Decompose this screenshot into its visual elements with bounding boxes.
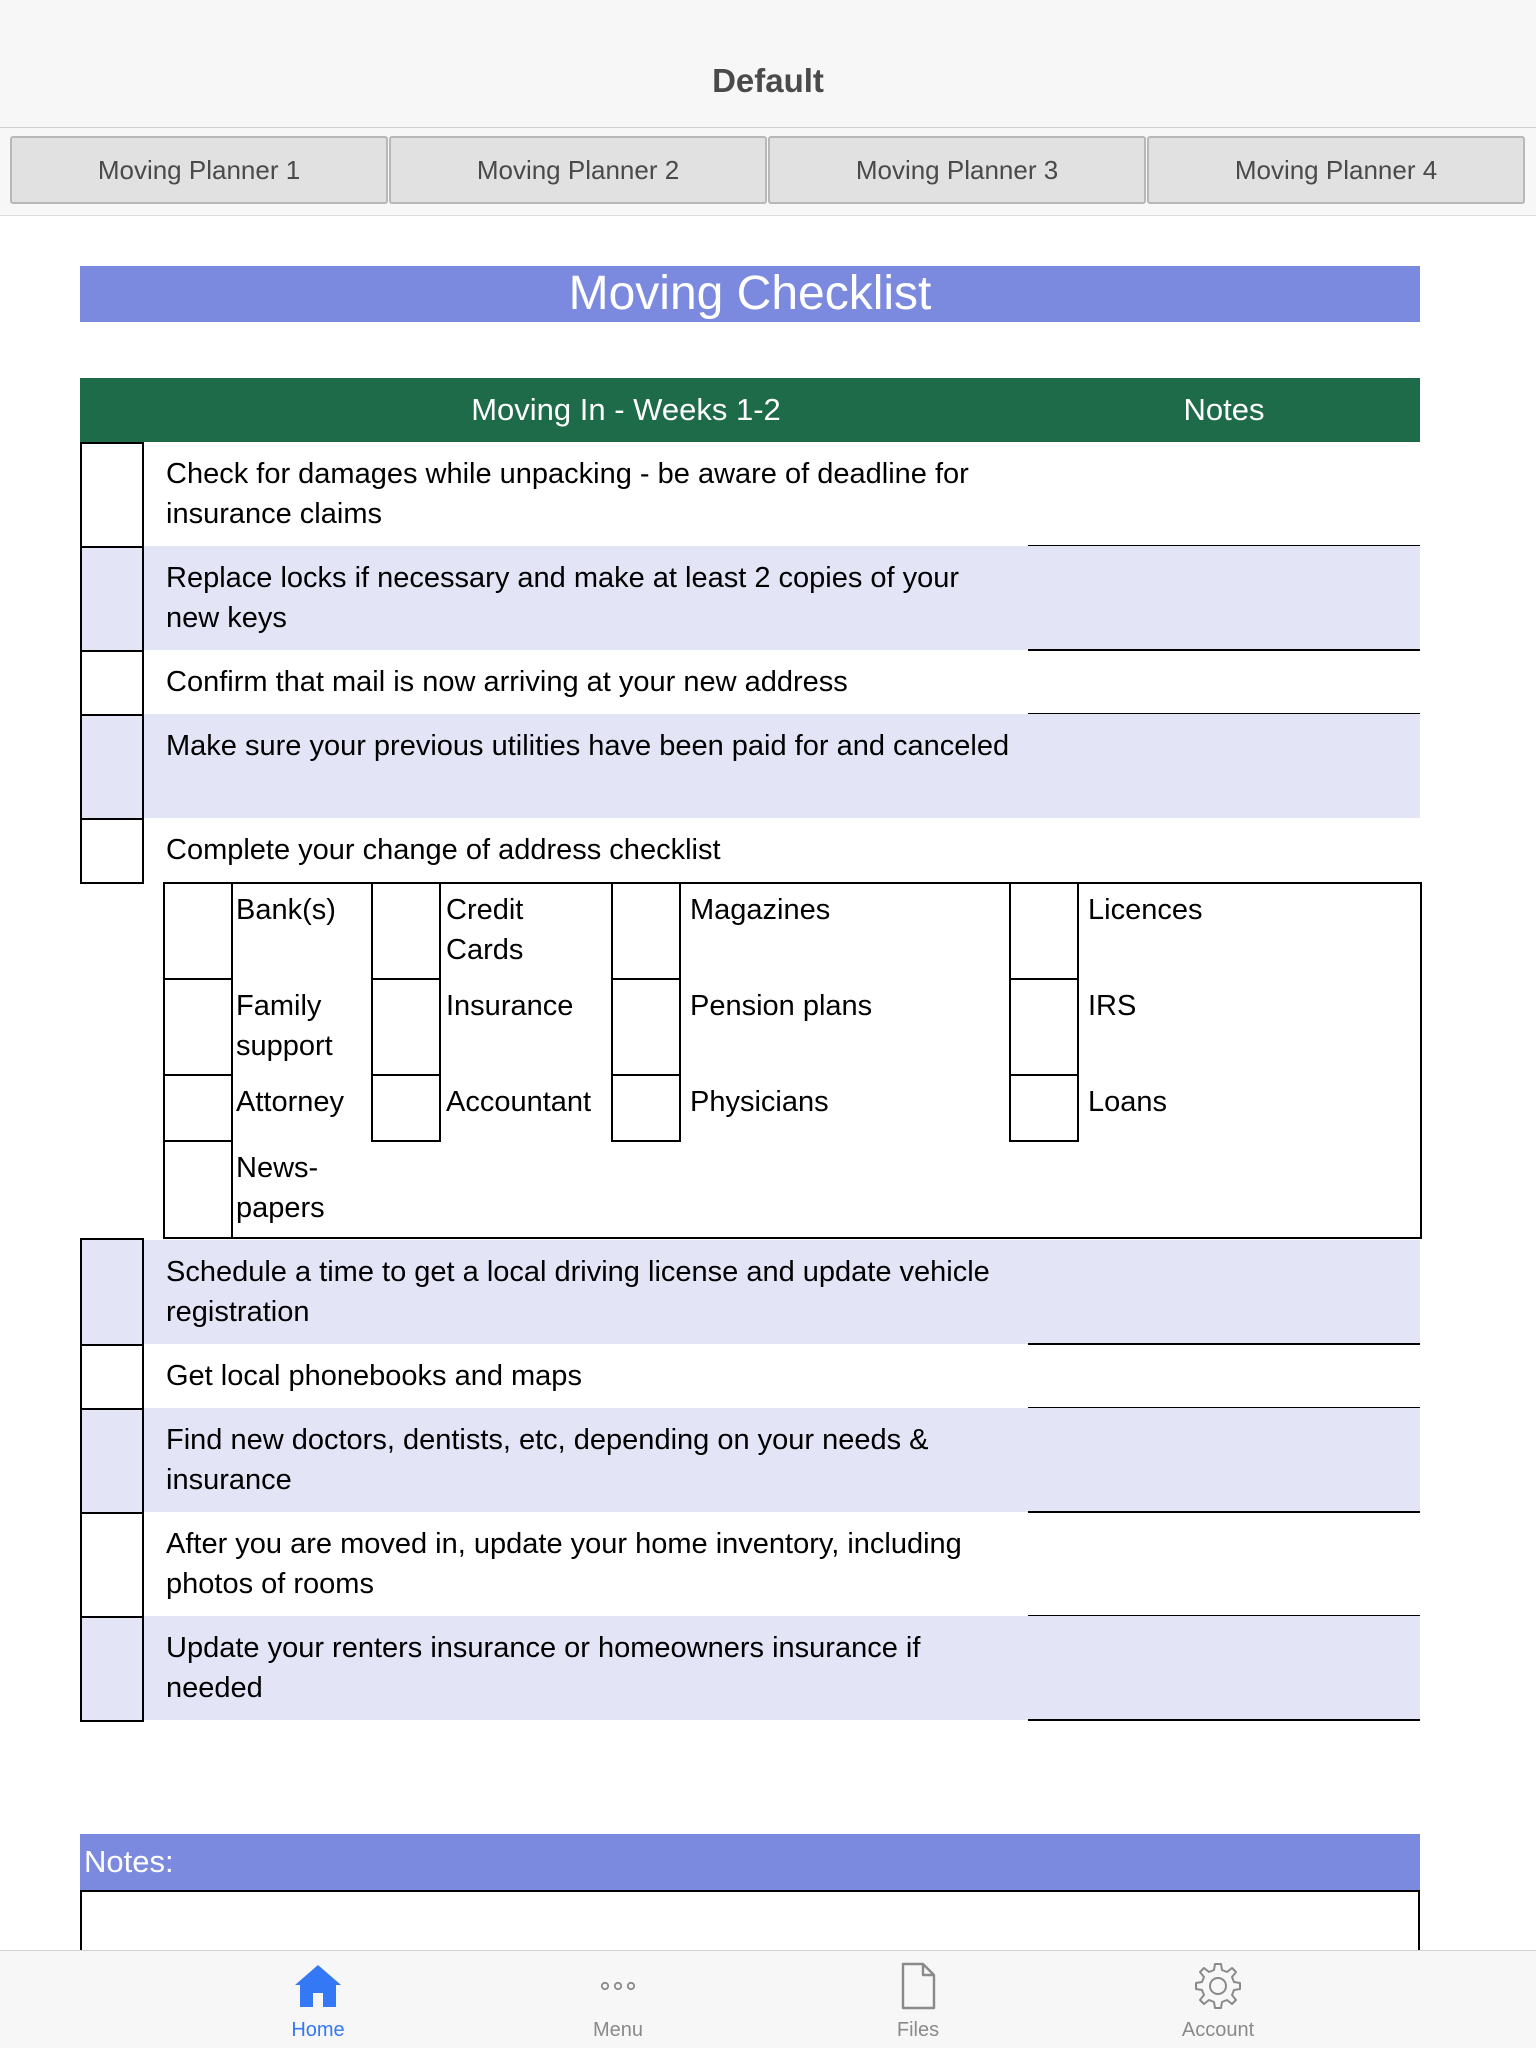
bottom-tab-bar xyxy=(0,1950,1536,2048)
address-item-label: Family support xyxy=(236,990,333,1062)
task-text: Get local phonebooks and maps xyxy=(166,1360,582,1392)
task-text: Find new doctors, dentists, etc, depending on your needs & insurance xyxy=(166,1424,929,1496)
task-checkbox[interactable] xyxy=(80,1238,144,1346)
address-item-label: Physicians xyxy=(690,1086,829,1118)
home-icon xyxy=(293,1961,343,2016)
task-text: Complete your change of address checklist xyxy=(166,834,721,866)
checklist-title: Moving Checklist xyxy=(80,266,1420,322)
address-item-checkbox[interactable] xyxy=(1009,1074,1079,1142)
address-item-checkbox[interactable] xyxy=(163,1140,233,1239)
notes-cell-line[interactable] xyxy=(1028,1511,1420,1513)
tab-files[interactable] xyxy=(838,1951,998,2048)
address-item-checkbox[interactable] xyxy=(371,978,441,1076)
address-item-checkbox[interactable] xyxy=(1009,882,1079,980)
more-icon xyxy=(593,1961,643,2016)
address-item-label: Credit Cards xyxy=(446,894,524,966)
task-text: Schedule a time to get a local driving license and update vehicle registration xyxy=(166,1256,990,1328)
notes-cell-line[interactable] xyxy=(1028,649,1420,651)
task-checkbox[interactable] xyxy=(80,1344,144,1410)
task-checkbox[interactable] xyxy=(80,1408,144,1514)
notes-cell-line[interactable] xyxy=(1028,1719,1420,1721)
gear-icon xyxy=(1193,1961,1243,2016)
task-checkbox[interactable] xyxy=(80,1616,144,1722)
tab-menu-label: Menu xyxy=(592,2019,644,2041)
tab-home[interactable] xyxy=(238,1951,398,2048)
navigation-bar xyxy=(0,0,1536,128)
document-title: Default xyxy=(712,62,824,99)
task-checkbox[interactable] xyxy=(80,818,144,884)
task-checkbox[interactable] xyxy=(80,650,144,716)
sheet-tab-bar xyxy=(0,128,1536,216)
task-column-header: Moving In - Weeks 1-2 xyxy=(471,392,781,427)
address-item-checkbox[interactable] xyxy=(611,882,681,980)
address-item-label: Pension plans xyxy=(690,990,873,1022)
address-item-label: Bank(s) xyxy=(236,894,336,926)
address-item-label: Attorney xyxy=(236,1086,344,1118)
address-item-checkbox[interactable] xyxy=(1009,978,1079,1076)
tab-account-label: Account xyxy=(1181,2019,1255,2041)
sheet-tab-moving-planner-4[interactable]: Moving Planner 4 xyxy=(1147,136,1525,204)
sheet-tab-moving-planner-1[interactable]: Moving Planner 1 xyxy=(10,136,388,204)
address-item-checkbox[interactable] xyxy=(163,1074,233,1142)
notes-column-header: Notes xyxy=(1183,392,1265,427)
task-checkbox[interactable] xyxy=(80,1512,144,1618)
address-item-checkbox[interactable] xyxy=(163,882,233,980)
task-text: Update your renters insurance or homeowners insurance if needed xyxy=(166,1632,921,1704)
task-text: Confirm that mail is now arriving at your new address xyxy=(166,666,848,698)
tab-home-label: Home xyxy=(291,2019,345,2041)
task-text: Replace locks if necessary and make at least 2 copies of your new keys xyxy=(166,562,960,634)
notes-section-header: Notes: xyxy=(80,1834,1420,1890)
address-item-label: Accountant xyxy=(446,1086,592,1118)
task-text: After you are moved in, update your home inventory, including photos of rooms xyxy=(166,1528,962,1600)
tab-account[interactable] xyxy=(1138,1951,1298,2048)
address-item-checkbox[interactable] xyxy=(611,1074,681,1142)
address-item-checkbox[interactable] xyxy=(371,1074,441,1142)
task-text: Make sure your previous utilities have been paid for and canceled xyxy=(166,730,1010,762)
tab-files-label: Files xyxy=(896,2019,940,2041)
address-item-label: News-papers xyxy=(236,1152,325,1224)
address-item-label: Magazines xyxy=(690,894,831,926)
address-item-label: Loans xyxy=(1088,1086,1168,1118)
table-header xyxy=(80,378,1420,442)
sheet-tab-moving-planner-3[interactable]: Moving Planner 3 xyxy=(768,136,1146,204)
notes-cell-line[interactable] xyxy=(1028,1343,1420,1345)
tab-menu[interactable] xyxy=(538,1951,698,2048)
task-checkbox[interactable] xyxy=(80,546,144,652)
task-checkbox[interactable] xyxy=(80,714,144,820)
notes-text-area[interactable] xyxy=(80,1890,1420,1950)
address-item-label: IRS xyxy=(1088,990,1137,1022)
address-item-label: Insurance xyxy=(446,990,574,1022)
task-checkbox[interactable] xyxy=(80,442,144,548)
address-item-checkbox[interactable] xyxy=(371,882,441,980)
address-item-checkbox[interactable] xyxy=(163,978,233,1076)
address-item-checkbox[interactable] xyxy=(611,978,681,1076)
sheet-tab-moving-planner-2[interactable]: Moving Planner 2 xyxy=(389,136,767,204)
address-item-label: Licences xyxy=(1088,894,1203,926)
file-icon xyxy=(893,1961,943,2016)
task-text: Check for damages while unpacking - be aware of deadline for insurance claims xyxy=(166,458,969,530)
